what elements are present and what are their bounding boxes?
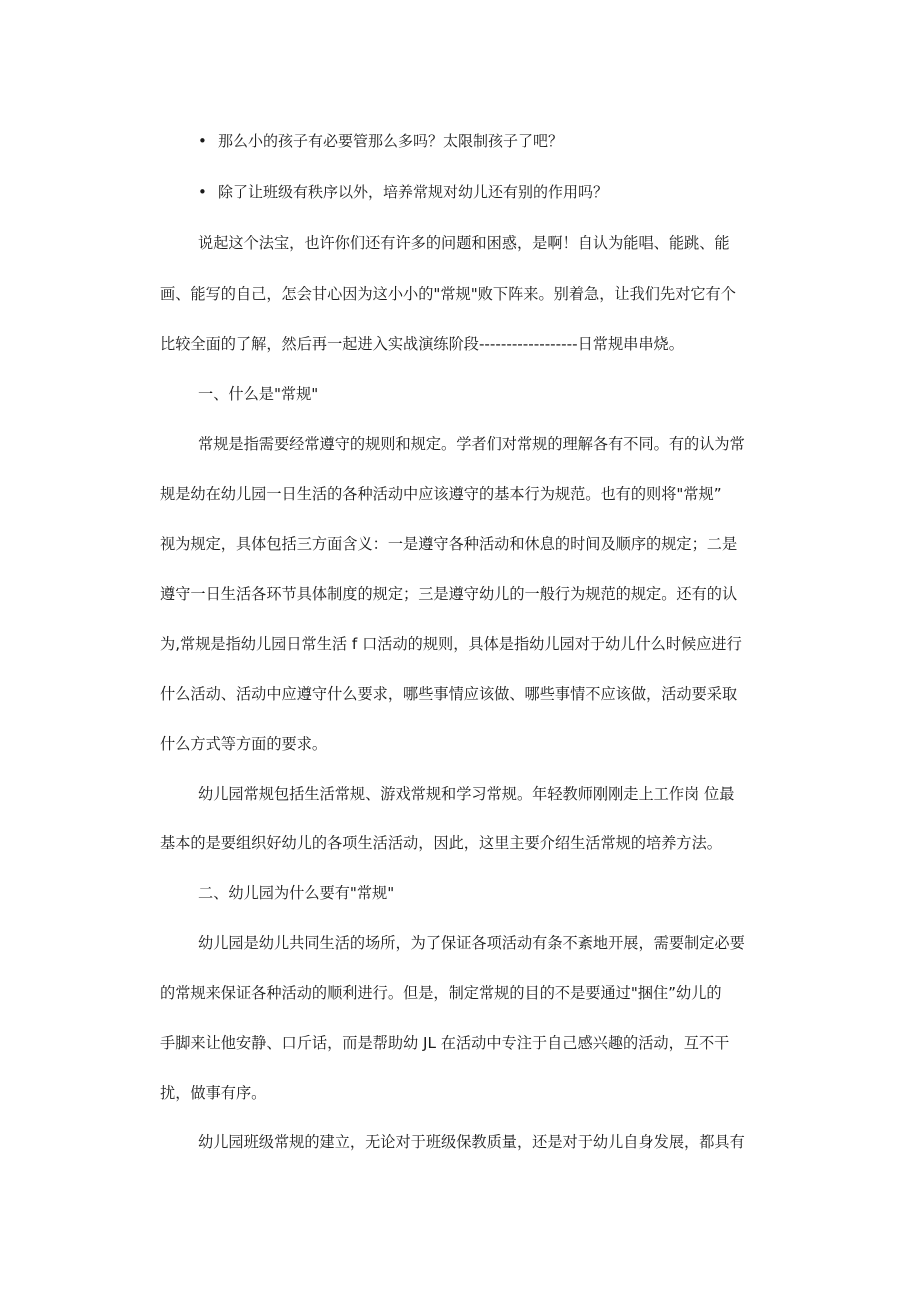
paragraph-line: 什么方式等方面的要求。 (160, 735, 328, 753)
paragraph-line: 幼儿园班级常规的建立，无论对于班级保教质量，还是对于幼儿自身发展，都具有 (198, 1133, 745, 1151)
paragraph-line: 遵守一日生活各环节具体制度的规定；三是遵守幼儿的一般行为规范的规定。还有的认 (160, 585, 738, 603)
paragraph-line: 画、能写的自己，怎会甘心因为这小小的"常规"败下阵来。别着急，让我们先对它有个 (160, 285, 736, 303)
paragraph-line: 幼儿园常规包括生活常规、游戏常规和学习常规。年轻教师刚刚走上工作岗 位最 (198, 785, 735, 803)
section-heading: 一、什么是"常规" (198, 385, 319, 403)
bullet-text: 那么小的孩子有必要管那么多吗？太限制孩子了吧？ (218, 132, 564, 150)
bullet-item (198, 131, 563, 151)
paragraph-line: 手脚来让他安静、口斤话，而是帮助幼 JL 在活动中专注于自己感兴趣的活动，互不干 (160, 1034, 730, 1052)
bullet-item (198, 182, 608, 202)
paragraph-line: 基本的是要组织好幼儿的各项生活活动，因此，这里主要介绍生活常规的培养方法。 (160, 834, 722, 852)
bullet-dot: • (198, 183, 207, 201)
paragraph-line: 幼儿园是幼儿共同生活的场所，为了保证各项活动有条不紊地开展，需要制定必要 (198, 934, 745, 952)
paragraph-line: 的常规来保证各种活动的顺利进行。但是，制定常规的目的不是要通过"捆住”幼儿的 (160, 984, 722, 1002)
paragraph-line: 说起这个法宝，也许你们还有许多的问题和困惑，是啊！自认为能唱、能跳、能 (198, 234, 730, 252)
paragraph-line: 为,常规是指幼儿园日常生活 f 口活动的规则，具体是指幼儿园对于幼儿什么时候应进行 (160, 635, 742, 653)
paragraph-line: 扰，做事有序。 (160, 1084, 267, 1102)
paragraph-line: 规是幼在幼儿园一日生活的各种活动中应该遵守的基本行为规范。也有的则将"常规” (160, 485, 722, 503)
paragraph-line: 什么活动、活动中应遵守什么要求，哪些事情应该做、哪些事情不应该做，活动要采取 (160, 685, 738, 703)
bullet-dot: • (198, 132, 207, 150)
section-heading: 二、幼儿园为什么要有"常规" (198, 884, 395, 902)
paragraph-line: 常规是指需要经常遵守的规则和规定。学者们对常规的理解各有不同。有的认为常 (198, 435, 745, 453)
paragraph-line: 比较全面的了解，然后再一起进入实战演练阶段------------------日常规串串烧。 (160, 335, 684, 353)
bullet-text: 除了让班级有秩序以外，培养常规对幼儿还有别的作用吗？ (218, 183, 609, 201)
paragraph-line: 视为规定，具体包括三方面含义：一是遵守各种活动和休息的时间及顺序的规定；二是 (160, 535, 738, 553)
